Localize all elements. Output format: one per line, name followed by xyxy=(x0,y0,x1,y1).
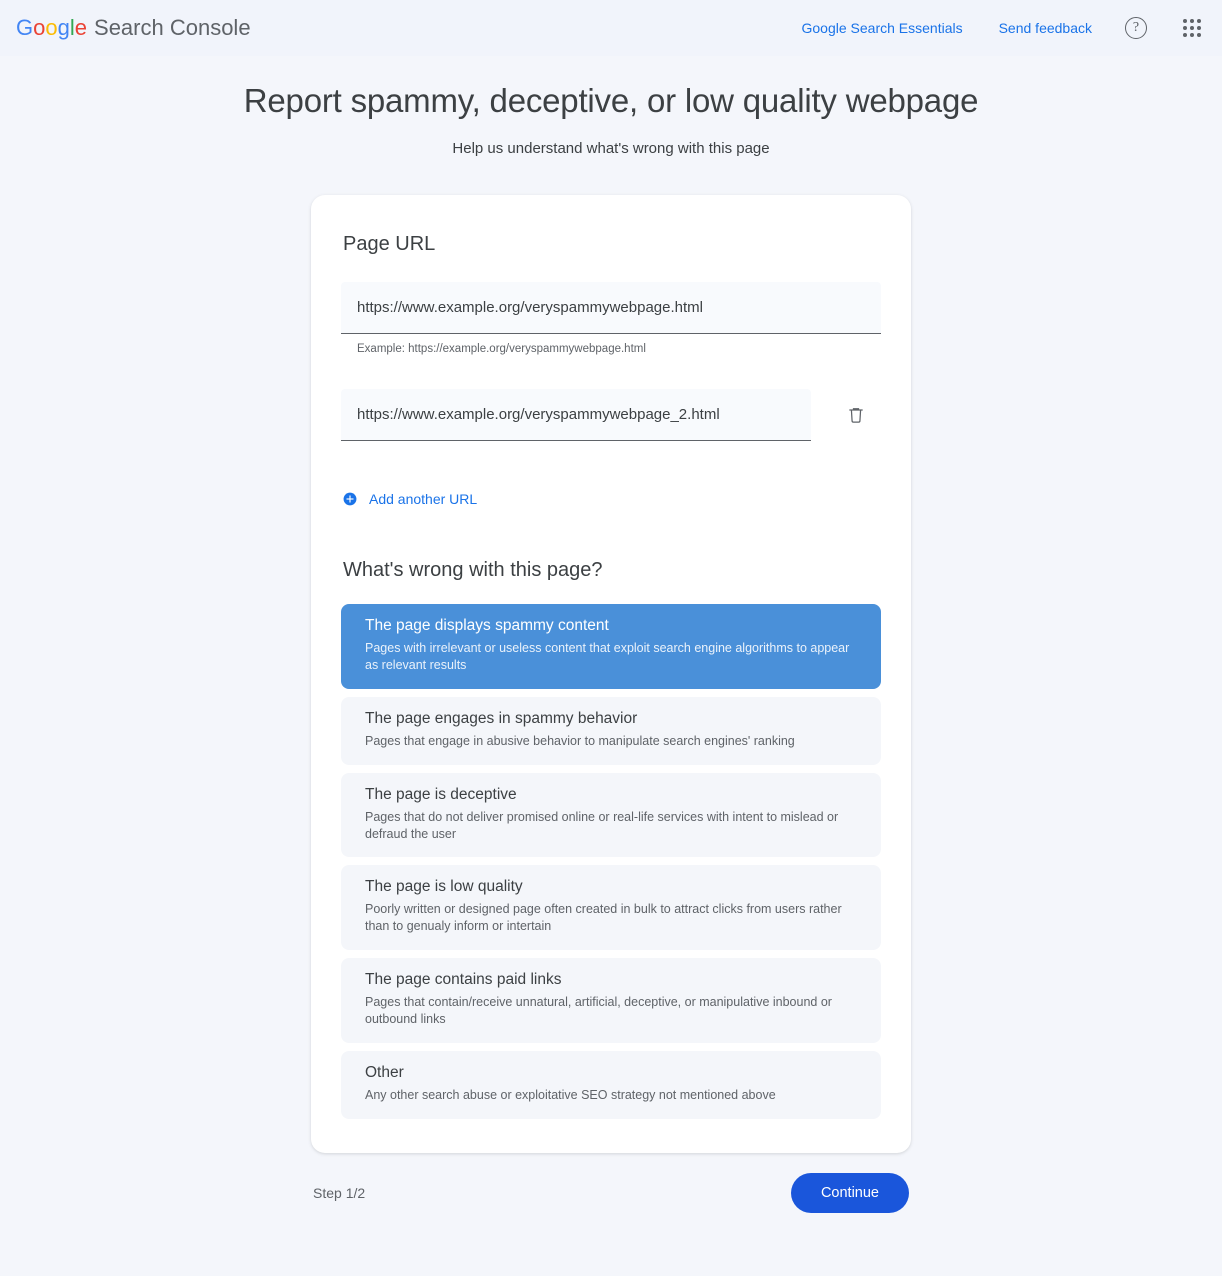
step-indicator: Step 1/2 xyxy=(313,1184,366,1201)
reason-option-low-quality[interactable] xyxy=(341,865,881,950)
reason-option-description: Pages with irrelevant or useless content that exploit search engine algorithms to appear as relevant results xyxy=(365,641,850,672)
help-icon[interactable] xyxy=(1124,16,1148,40)
reason-option-title: The page displays spammy content xyxy=(365,617,609,634)
reason-option-paid-links[interactable] xyxy=(341,958,881,1043)
app-header xyxy=(0,0,1222,56)
url-field-group-2 xyxy=(341,389,881,441)
reason-option-description: Pages that contain/receive unnatural, artificial, deceptive, or manipulative inbound or outbound links xyxy=(365,995,832,1026)
page-url-section-title: Page URL xyxy=(343,233,436,255)
google-search-essentials-link[interactable]: Google Search Essentials xyxy=(801,20,963,36)
page-url-input-2[interactable] xyxy=(341,389,811,441)
page-url-input-1[interactable] xyxy=(341,282,881,334)
reason-option-title: Other xyxy=(365,1063,404,1081)
plus-circle-icon xyxy=(343,492,357,506)
reason-option-title: The page is deceptive xyxy=(365,785,517,803)
reason-option-description: Poorly written or designed page often created in bulk to attract clicks from users rather than to genualy inform or intertain xyxy=(365,902,842,934)
reason-options-list xyxy=(341,604,881,1119)
delete-url-button[interactable] xyxy=(837,396,875,434)
send-feedback-link[interactable]: Send feedback xyxy=(998,20,1092,36)
reason-option-spammy-behavior[interactable] xyxy=(341,697,881,765)
logo-letter-o1: o xyxy=(33,15,46,40)
url-field-group-1 xyxy=(341,282,881,355)
question-title: What's wrong with this page? xyxy=(343,559,603,581)
apps-grid-icon[interactable] xyxy=(1180,16,1204,40)
reason-option-description: Pages that do not deliver promised online or real-life services with intent to mislead or defraud the user xyxy=(365,809,839,841)
apps-grid-icon-glyph xyxy=(1183,19,1201,37)
logo-letter-g2: g xyxy=(57,15,70,40)
product-name: Search Console xyxy=(94,15,251,40)
help-icon-glyph: ? xyxy=(1125,17,1147,39)
reason-option-title: The page is low quality xyxy=(365,878,523,896)
reason-option-description: Pages that engage in abusive behavior to manipulate search engines' ranking xyxy=(365,733,795,748)
page-subtitle: Help us understand what's wrong with this page xyxy=(452,140,770,157)
logo-letter-o2: o xyxy=(45,15,58,40)
add-another-url-label: Add another URL xyxy=(369,491,478,507)
logo-letter-g: G xyxy=(16,15,34,40)
google-search-console-logo xyxy=(16,15,251,41)
logo-letter-e: e xyxy=(74,15,88,40)
reason-option-description: Any other search abuse or exploitative SEO strategy not mentioned above xyxy=(365,1087,776,1102)
logo-letter-l: l xyxy=(69,15,75,40)
form-footer xyxy=(311,1173,911,1213)
add-another-url-button[interactable] xyxy=(343,491,477,507)
page-title: Report spammy, deceptive, or low quality webpage xyxy=(243,82,979,119)
continue-button[interactable]: Continue xyxy=(791,1173,909,1213)
report-form-card xyxy=(311,195,911,1153)
reason-option-deceptive[interactable] xyxy=(341,773,881,858)
reason-option-title: The page engages in spammy behavior xyxy=(365,709,638,727)
reason-option-other[interactable] xyxy=(341,1051,881,1119)
trash-icon xyxy=(846,405,866,425)
reason-option-title: The page contains paid links xyxy=(365,971,562,989)
page-url-hint: Example: https://example.org/veryspammywebpage.html xyxy=(357,343,646,355)
reason-option-spammy-content[interactable] xyxy=(341,604,881,689)
